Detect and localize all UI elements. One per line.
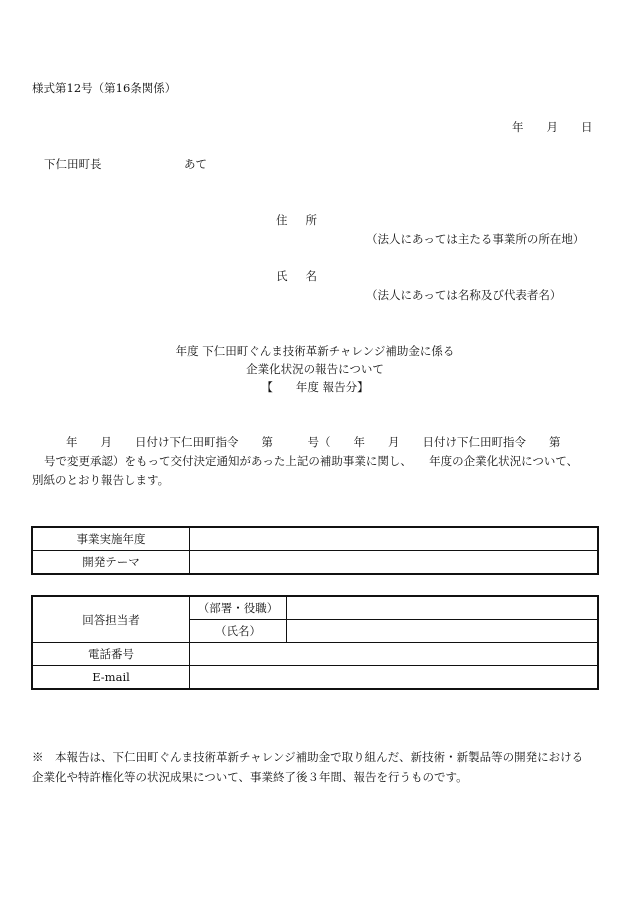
development-theme-field[interactable]	[190, 551, 599, 575]
person-name-label: （氏名）	[190, 620, 287, 643]
phone-field[interactable]	[190, 643, 599, 666]
table-row	[32, 643, 598, 666]
department-field[interactable]	[287, 596, 599, 620]
report-title-line1: 年度 下仁田町ぐんま技術革新チャレンジ補助金に係る	[175, 344, 455, 358]
table-row	[32, 666, 598, 690]
report-title-line3: 【 年度 報告分】	[261, 380, 369, 394]
addressee-name: 下仁田町長	[44, 157, 102, 171]
table-row	[32, 596, 598, 620]
report-title-line2: 企業化状況の報告について	[246, 362, 384, 376]
footnote-line2: 企業化や特許権化等の状況成果について、事業終了後３年間、報告を行うものです。	[32, 770, 468, 784]
project-year-field[interactable]	[190, 527, 599, 551]
footnote-line1: ※ 本報告は、下仁田町ぐんま技術革新チャレンジ補助金で取り組んだ、新技術・新製品等の開発における	[32, 750, 584, 764]
email-field[interactable]	[190, 666, 599, 690]
name-note: （法人にあっては名称及び代表者名）	[366, 288, 562, 302]
contact-info-table	[31, 595, 599, 690]
contact-person-label: 回答担当者	[32, 596, 190, 643]
addressee-suffix: あて	[184, 157, 207, 171]
email-label: E-mail	[32, 666, 190, 690]
form-number: 様式第12号（第16条関係）	[32, 81, 177, 95]
body-text-line1: 年 月 日付け下仁田町指令 第 号（ 年 月 日付け下仁田町指令 第	[66, 435, 561, 449]
development-theme-label: 開発テーマ	[32, 551, 190, 575]
project-year-label: 事業実施年度	[32, 527, 190, 551]
person-name-field[interactable]	[287, 620, 599, 643]
table-row	[32, 527, 598, 551]
project-info-table	[31, 526, 599, 575]
address-label: 住所	[276, 213, 335, 227]
body-text-line2: 号で変更承認）をもって交付決定通知があった上記の補助事業に関し、 年度の企業化状況について、	[44, 454, 579, 468]
name-label: 氏名	[276, 269, 335, 283]
address-note: （法人にあっては主たる事業所の所在地）	[366, 232, 585, 246]
department-label: （部署・役職）	[190, 596, 287, 620]
body-text-line3: 別紙のとおり報告します。	[32, 473, 170, 487]
date-line: 年 月 日	[512, 120, 593, 134]
phone-label: 電話番号	[32, 643, 190, 666]
table-row	[32, 551, 598, 575]
